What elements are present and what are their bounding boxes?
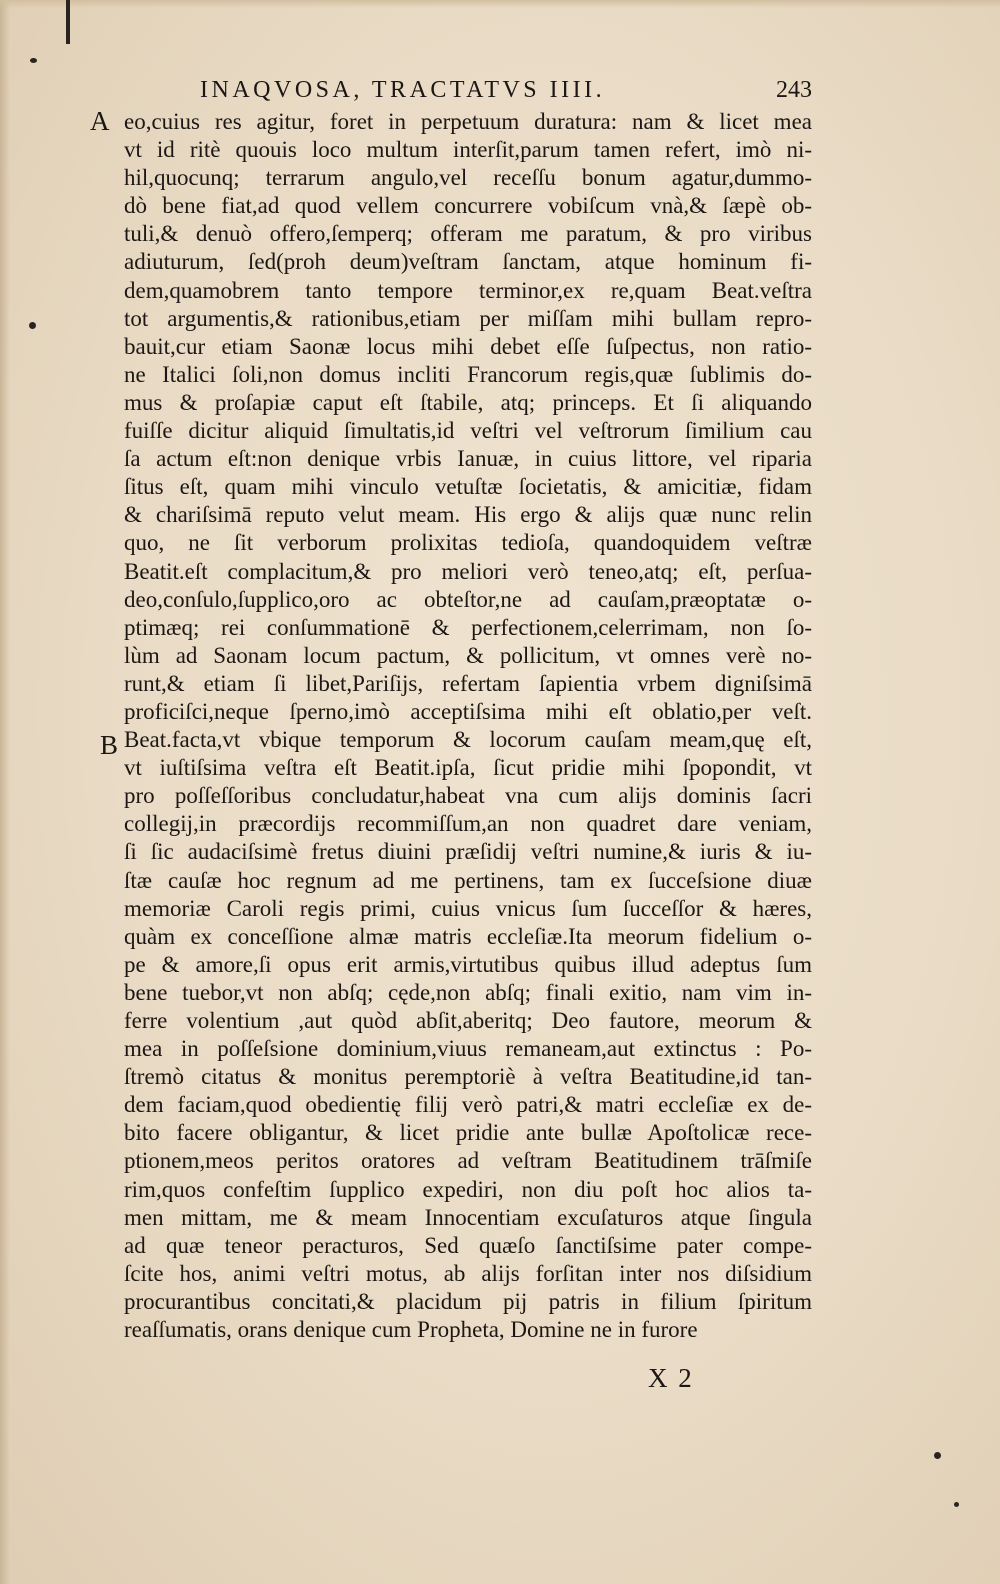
text-line: men mittam, me & meam Innocentiam excuſaturos atque ſingula <box>124 1204 812 1230</box>
text-line: bito facere obligantur, & licet pridie ante bullæ Apoſtolicæ rece- <box>124 1120 812 1146</box>
text-line: runt,& etiam ſi libet,Pariſijs, refertam ſapientia vrbem digniſsimā <box>124 670 812 696</box>
text-line: dem faciam,quod obedientię filij verò patri,& matri eccleſiæ ex de- <box>124 1092 812 1118</box>
text-line: hil,quocunq; terrarum angulo,vel receſſu bonum agatur,dummo- <box>124 165 812 191</box>
text-line: bauit,cur etiam Saonæ locus mihi debet eſſe ſuſpectus, non ratio- <box>124 333 812 359</box>
text-line: quo, ne ſit verborum prolixitas tedioſa, quandoquidem veſtræ <box>124 530 812 556</box>
text-line: dò bene fiat,ad quod vellem concurrere vobiſcum vnà,& ſæpè ob- <box>124 193 812 219</box>
text-line: memoriæ Caroli regis primi, cuius vnicus ſum ſucceſſor & hæres, <box>124 895 812 921</box>
text-line: ptionem,meos peritos oratores ad veſtram Beatitudinem trāſmiſe <box>124 1148 812 1174</box>
ink-speck <box>29 322 36 329</box>
text-line: mea in poſſeſsione dominium,viuus remaneam,aut extinctus : Po- <box>124 1036 812 1062</box>
text-line: ſi ſic audaciſsimè fretus diuini præſidij veſtri numine,& iuris & iu- <box>124 839 812 865</box>
ink-speck <box>934 1452 941 1459</box>
text-line: reaſſumatis, orans denique cum Propheta, Domine ne in furore <box>124 1317 698 1343</box>
ink-speck <box>954 1502 959 1507</box>
text-line: deo,conſulo,ſupplico,oro ac obteſtor,ne ad cauſam,præoptatæ o- <box>124 586 812 612</box>
text-line: tot argumentis,& rationibus,etiam per miſſam mihi bullam repro- <box>124 305 812 331</box>
text-line: eo,cuius res agitur, foret in perpetuum duratura: nam & licet mea <box>124 109 812 134</box>
text-line: ad quæ teneor peracturos, Sed quæſo ſanctiſsime pater compe- <box>124 1232 812 1258</box>
margin-letter-b: B <box>100 730 119 760</box>
text-line: Beatit.eſt complacitum,& pro meliori verò teneo,atq; eſt, perſua- <box>124 558 812 584</box>
text-line: ſa actum eſt:non denique vrbis Ianuæ, in cuius littore, vel riparia <box>124 446 812 472</box>
page-number: 243 <box>776 77 812 103</box>
text-line: Beat.facta,vt vbique temporum & locorum cauſam meam,quę eſt, <box>124 727 812 753</box>
text-line: adiuturum, ſed(proh deum)veſtram ſanctam, atque hominum fi- <box>124 249 812 275</box>
text-line: dem,quamobrem tanto tempore terminor,ex re,quam Beat.veſtra <box>124 277 812 303</box>
signature-mark: X 2 <box>648 1363 694 1393</box>
text-line: ferre volentium ,aut quòd abſit,aberitq; Deo fautore, meorum & <box>124 1008 812 1033</box>
text-line: pe & amore,ſi opus erit armis,virtutibus quibus illud adeptus ſum <box>124 951 812 977</box>
text-line: quàm ex conceſſione almæ matris eccleſiæ.Ita meorum fidelium o- <box>124 923 812 949</box>
text-line: rim,quos confeſtim ſupplico expediri, non diu poſt hoc alios ta- <box>124 1176 812 1202</box>
text-line: fuiſſe dicitur aliquid ſimultatis,id veſtri vel veſtrorum ſimilium cau <box>124 418 812 444</box>
text-line: & chariſsimā reputo velut meam. His ergo & alijs quæ nunc relin <box>124 502 812 528</box>
ink-speck <box>30 58 37 63</box>
page-top-shadow <box>0 0 1000 8</box>
text-line: lùm ad Saonam locum pactum, & pollicitum, vt omnes verè no- <box>124 642 812 668</box>
page-edge-shadow <box>0 0 10 1584</box>
text-line: ſtremò citatus & monitus peremptoriè à veſtra Beatitudine,id tan- <box>124 1064 812 1090</box>
text-line: vt iuſtiſsima veſtra eſt Beatit.ipſa, ſicut pridie mihi ſpopondit, vt <box>124 755 812 781</box>
text-line: ſcite hos, animi veſtri motus, ab alijs forſitan inter nos diſsidium <box>124 1260 812 1286</box>
text-line: vt id ritè quouis loco multum interſit,parum tamen refert, imò ni- <box>124 137 812 163</box>
page-header <box>200 72 812 108</box>
text-line: mus & proſapiæ caput eſt ſtabile, atq; princeps. Et ſi aliquando <box>124 389 812 415</box>
ink-mark-bar <box>66 0 70 44</box>
text-line: collegij,in præcordijs recommiſſum,an non quadret dare veniam, <box>124 811 812 837</box>
text-line: pro poſſeſſoribus concludatur,habeat vna cum alijs dominis ſacri <box>124 783 812 809</box>
text-line: ptimæq; rei conſummationē & perfectionem,celerrimam, non ſo- <box>124 614 812 640</box>
text-line: ne Italici ſoli,non domus incliti Francorum regis,quæ ſublimis do- <box>124 361 812 387</box>
text-line: bene tuebor,vt non abſq; cęde,non abſq; finali exitio, nam vim in- <box>124 979 812 1005</box>
text-line: proficiſci,neque ſperno,imò acceptiſsima mihi eſt oblatio,per veſt. <box>124 698 812 724</box>
text-line: ſtæ cauſæ hoc regnum ad me pertinens, tam ex ſucceſsione diuæ <box>124 867 812 893</box>
running-head: INAQVOSA, TRACTATVS IIII. <box>200 77 606 103</box>
text-line: procurantibus concitati,& placidum pij patris in filium ſpiritum <box>124 1288 812 1314</box>
text-line: tuli,& denuò offero,ſemperq; offeram me paratum, & pro viribus <box>124 221 812 247</box>
margin-letter-a: A <box>90 106 110 136</box>
body-text <box>124 108 812 1344</box>
text-line: ſitus eſt, quam mihi vinculo vetuſtæ ſocietatis, & amicitiæ, fidam <box>124 474 812 500</box>
